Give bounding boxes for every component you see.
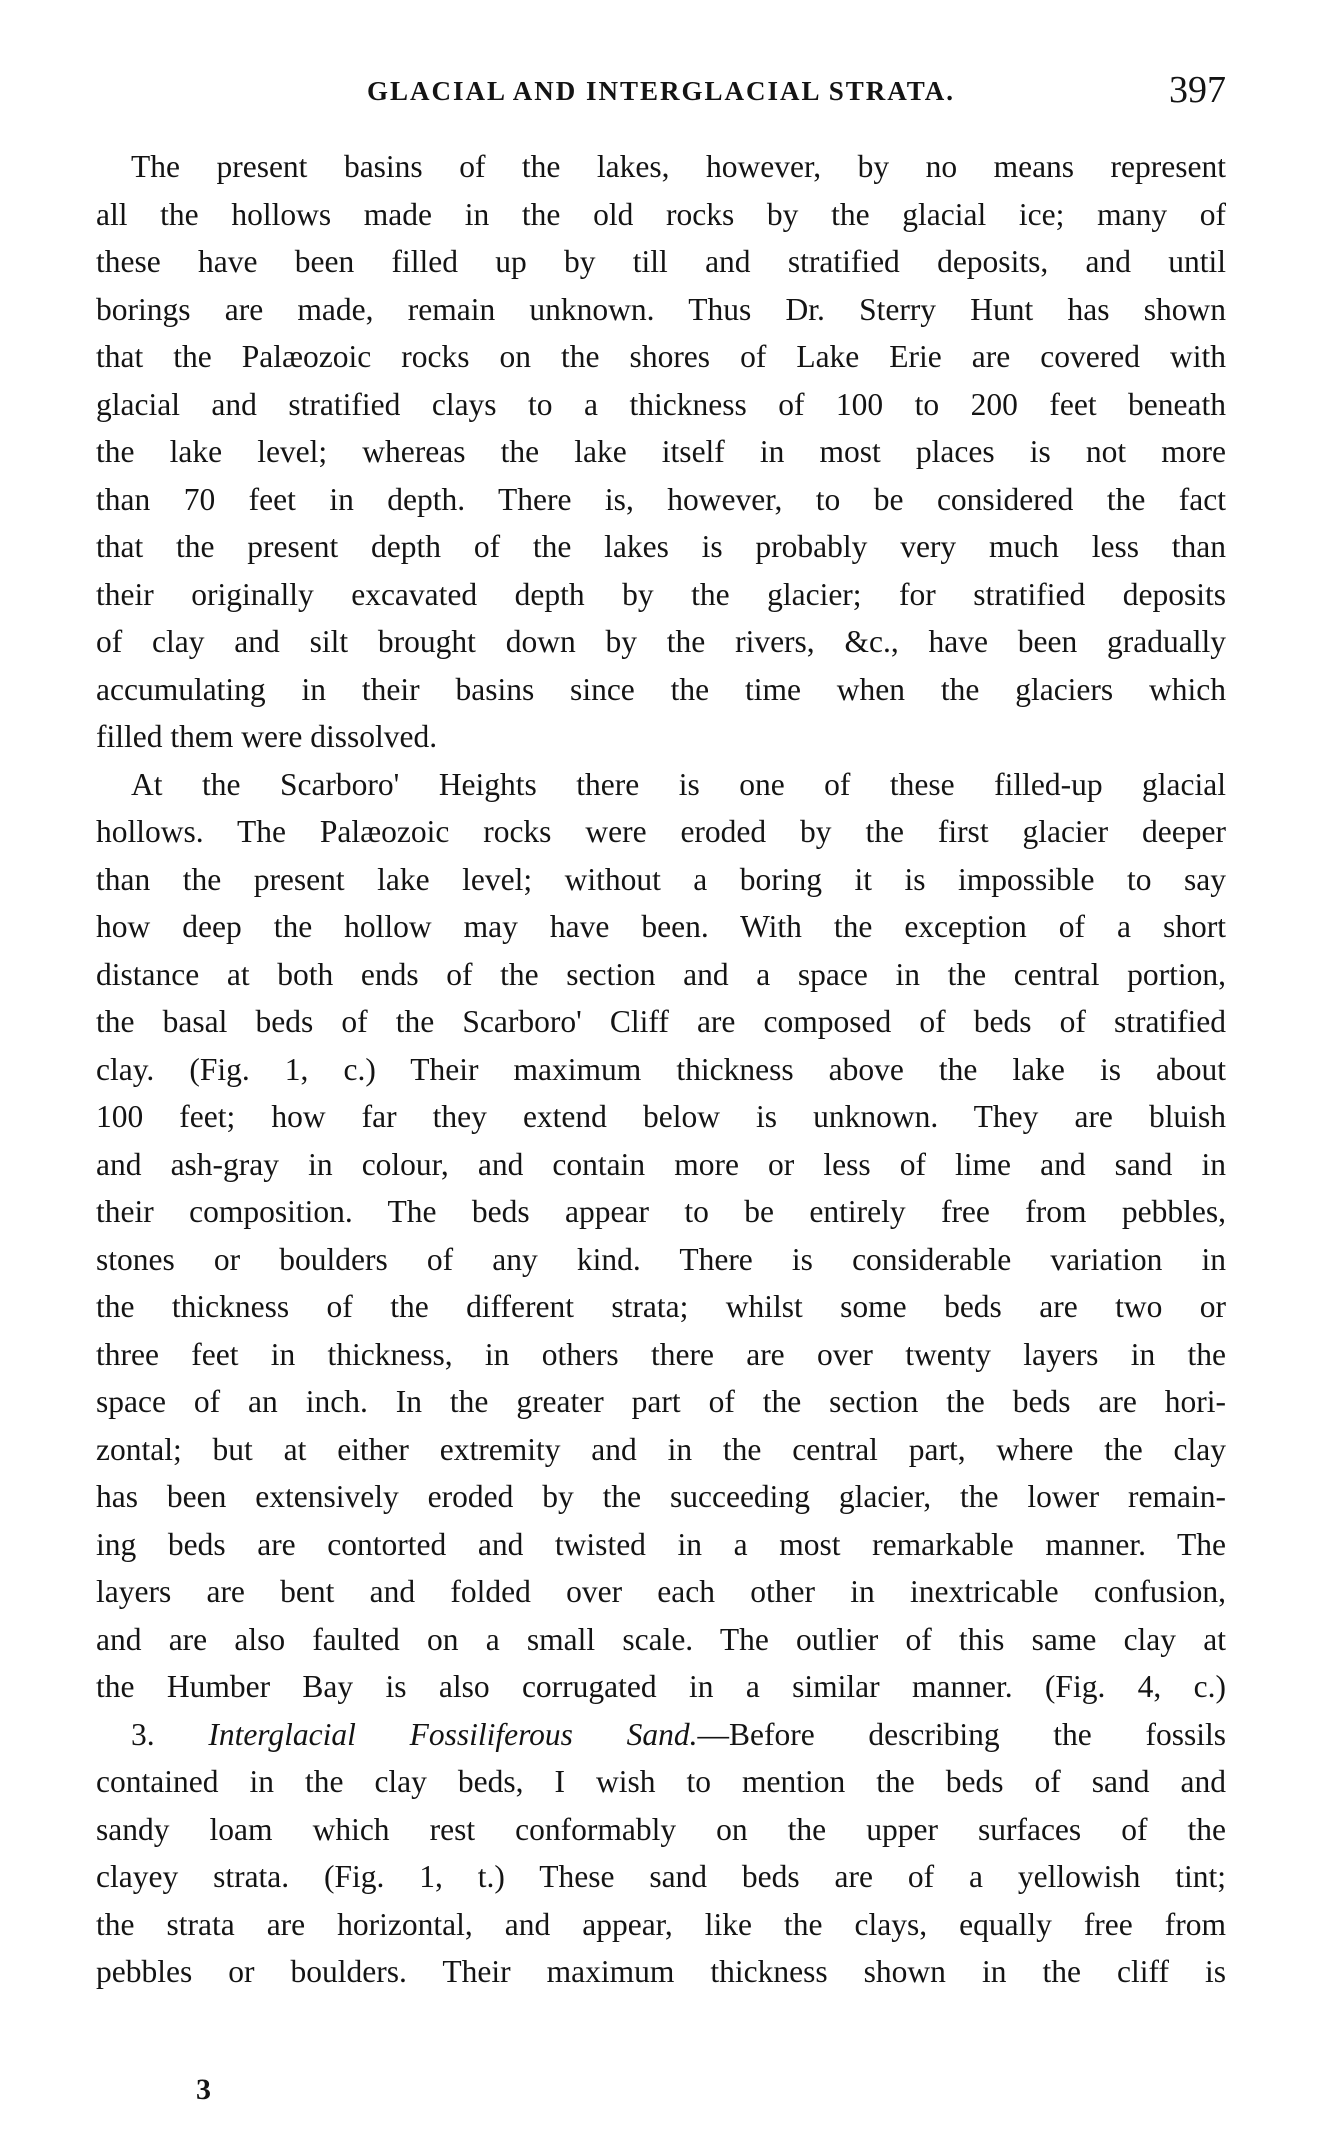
- text-line: the basal beds of the Scarboro' Cliff are composed of beds of stratified: [96, 1004, 1226, 1039]
- text-line: has been extensively eroded by the succeeding glacier, the lower remain-: [96, 1479, 1226, 1514]
- text-line: The present basins of the lakes, however, by no means represent: [131, 149, 1226, 184]
- text-line: distance at both ends of the section and a space in the central portion,: [96, 956, 1226, 992]
- text-line: three feet in thickness, in others there are over twenty layers in the: [96, 1336, 1226, 1372]
- section-heading-line: [96, 1711, 1226, 1759]
- text-line: that the Palæozoic rocks on the shores of Lake Erie are covered with: [96, 339, 1226, 374]
- text-line: all the hollows made in the old rocks by the glacial ice; many of: [96, 196, 1226, 232]
- page-number: 397: [1169, 69, 1226, 111]
- text-line: than 70 feet in depth. There is, however, to be considered the fact: [96, 481, 1226, 517]
- running-head: [96, 68, 1226, 128]
- text-line: and are also faulted on a small scale. The outlier of this same clay at: [96, 1621, 1226, 1657]
- text-line: of clay and silt brought down by the rivers, &c., have been gradually: [96, 624, 1226, 659]
- section-heading-rest: —Before describing the fossils: [697, 1716, 1227, 1752]
- text-line: zontal; but at either extremity and in the central part, where the clay: [96, 1431, 1226, 1467]
- text-line: stones or boulders of any kind. There is considerable variation in: [96, 1241, 1226, 1277]
- text-line: the thickness of the different strata; whilst some beds are two or: [96, 1289, 1226, 1324]
- text-line: accumulating in their basins since the time when the glaciers which: [96, 671, 1226, 707]
- text-line: their composition. The beds appear to be entirely free from pebbles,: [96, 1194, 1226, 1229]
- text-line: and ash-gray in colour, and contain more or less of lime and sand in: [96, 1146, 1226, 1182]
- text-line: contained in the clay beds, I wish to mention the beds of sand and: [96, 1764, 1226, 1799]
- paragraph-lake-basins: [96, 143, 1226, 761]
- body-text: [96, 143, 1226, 1996]
- text-line: their originally excavated depth by the glacier; for stratified deposits: [96, 576, 1226, 612]
- text-line: clay. (Fig. 1, c.) Their maximum thickness above the lake is about: [96, 1051, 1226, 1087]
- text-line: filled them were dissolved.: [96, 719, 438, 754]
- text-line: ing beds are contorted and twisted in a most remarkable manner. The: [96, 1526, 1226, 1562]
- text-line: the lake level; whereas the lake itself in most places is not more: [96, 434, 1226, 469]
- text-line: glacial and stratified clays to a thickness of 100 to 200 feet beneath: [96, 386, 1226, 422]
- text-line: At the Scarboro' Heights there is one of these filled-up glacial: [131, 766, 1226, 802]
- text-line: 100 feet; how far they extend below is unknown. They are bluish: [96, 1099, 1226, 1134]
- text-line: than the present lake level; without a boring it is impossible to say: [96, 861, 1226, 897]
- text-line: that the present depth of the lakes is probably very much less than: [96, 529, 1226, 564]
- text-line: the Humber Bay is also corrugated in a similar manner. (Fig. 4, c.): [96, 1669, 1226, 1704]
- section-number: 3.: [131, 1716, 155, 1752]
- text-line: clayey strata. (Fig. 1, t.) These sand beds are of a yellowish tint;: [96, 1859, 1226, 1894]
- text-line: layers are bent and folded over each other in inextricable confusion,: [96, 1574, 1226, 1609]
- text-line: sandy loam which rest conformably on the upper surfaces of the: [96, 1811, 1226, 1847]
- text-line: these have been filled up by till and stratified deposits, and until: [96, 244, 1226, 279]
- section-heading: Interglacial Fossiliferous Sand.: [208, 1716, 698, 1752]
- signature-mark: 3: [196, 2073, 211, 2106]
- paragraph-scarboro-heights: [96, 761, 1226, 1711]
- paragraph-fossiliferous-sand: [96, 1711, 1226, 1996]
- text-line: the strata are horizontal, and appear, like the clays, equally free from: [96, 1906, 1226, 1942]
- text-line: space of an inch. In the greater part of the section the beds are hori-: [96, 1384, 1226, 1419]
- text-line: how deep the hollow may have been. With the exception of a short: [96, 909, 1226, 944]
- text-line: hollows. The Palæozoic rocks were eroded by the first glacier deeper: [96, 814, 1226, 849]
- running-title: GLACIAL AND INTERGLACIAL STRATA.: [366, 76, 956, 106]
- text-line: pebbles or boulders. Their maximum thickness shown in the cliff is: [96, 1954, 1226, 1989]
- text-line: borings are made, remain unknown. Thus Dr. Sterry Hunt has shown: [96, 291, 1226, 327]
